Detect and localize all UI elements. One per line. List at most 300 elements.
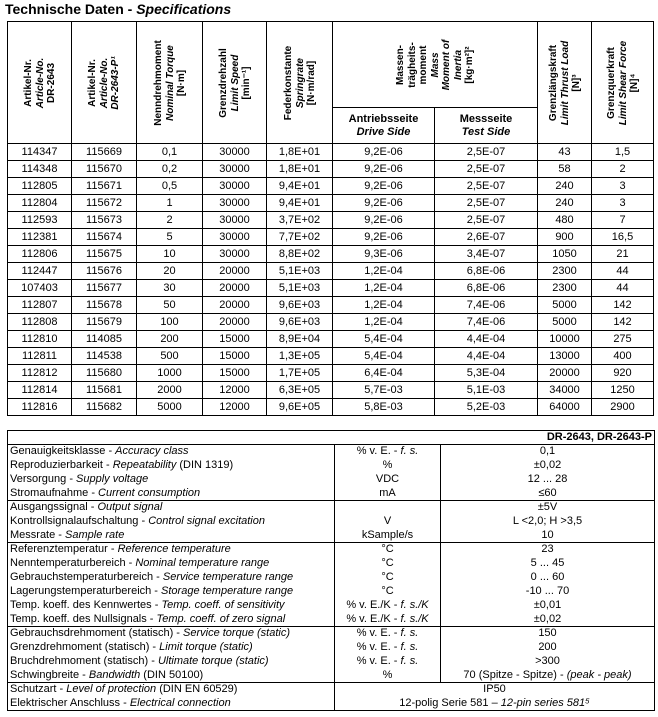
unit-cell xyxy=(335,641,441,655)
unit-text: °C xyxy=(381,571,394,583)
spec-cell: 34000 xyxy=(538,382,592,399)
value-cell xyxy=(441,557,655,571)
value-text: 0 ... 60 xyxy=(530,571,565,583)
spec-table-row xyxy=(8,229,654,246)
value-cell xyxy=(441,487,655,501)
parameter-label xyxy=(8,655,335,669)
label-en: Nominal temperature range xyxy=(135,557,270,569)
value-text: L <2,0; H >3,5 xyxy=(512,515,583,527)
spec-cell: 2900 xyxy=(592,399,654,416)
spec-cell: 7 xyxy=(592,212,654,229)
unit-text: °C xyxy=(381,543,394,556)
general-row-control-signal-excitation xyxy=(8,515,655,529)
spec-cell: 2,5E-07 xyxy=(435,212,538,229)
spec-cell: 20000 xyxy=(203,297,267,314)
value-cell xyxy=(441,515,655,529)
general-row-sample-rate xyxy=(8,529,655,543)
spec-cell: 112812 xyxy=(8,365,72,382)
label-en: Output signal xyxy=(97,501,163,514)
label-en: Accuracy class xyxy=(115,445,189,458)
spec-cell: 115676 xyxy=(72,263,137,280)
spec-cell: 1,8E+01 xyxy=(267,161,333,178)
spec-cell: 9,2E-06 xyxy=(333,144,435,161)
spec-cell: 9,6E+03 xyxy=(267,314,333,331)
spec-cell: 8,9E+04 xyxy=(267,331,333,348)
general-row-nominal-temperature-range xyxy=(8,557,655,571)
spec-cell: 112810 xyxy=(8,331,72,348)
header-line: Massen- xyxy=(394,44,406,85)
spec-cell: 5000 xyxy=(538,297,592,314)
general-row-limit-torque-static xyxy=(8,641,655,655)
unit-text: % v. E. - xyxy=(356,627,401,640)
spec-table-row xyxy=(8,178,654,195)
spec-cell: 900 xyxy=(538,229,592,246)
spec-cell: 9,4E+01 xyxy=(267,178,333,195)
spec-cell: 1,2E-04 xyxy=(333,297,435,314)
label-de: Schutzart - xyxy=(10,683,67,696)
spec-cell: 400 xyxy=(592,348,654,365)
spec-cell: 1,2E-04 xyxy=(333,314,435,331)
specifications-table xyxy=(7,21,654,416)
unit-text: kSample/s xyxy=(361,528,414,541)
spec-cell: 50 xyxy=(137,297,203,314)
spec-cell: 114348 xyxy=(8,161,72,178)
value-text: ±5V xyxy=(537,501,558,514)
header-line: Limit Thrust Load xyxy=(558,40,570,125)
spec-cell: 5,4E-04 xyxy=(333,331,435,348)
spec-table-row xyxy=(8,161,654,178)
spec-cell: 9,6E+03 xyxy=(267,297,333,314)
header-line: DR-2643 xyxy=(45,62,57,103)
header-line: Artikel-Nr. xyxy=(22,58,34,107)
unit-text: % v. E. - xyxy=(356,445,401,458)
spec-cell: 107403 xyxy=(8,280,72,297)
value-text: 5 ... 45 xyxy=(530,557,565,569)
value-cell xyxy=(441,445,655,459)
spec-cell: 112814 xyxy=(8,382,72,399)
spec-cell: 6,8E-06 xyxy=(435,280,538,297)
value-cell xyxy=(441,501,655,515)
value-cell xyxy=(441,585,655,599)
label-de: Versorgung - xyxy=(10,473,77,485)
value-cell xyxy=(441,459,655,473)
label-en: Storage temperature range xyxy=(161,585,294,597)
spec-cell: 100 xyxy=(137,314,203,331)
spec-cell: 112593 xyxy=(8,212,72,229)
spec-cell: 115673 xyxy=(72,212,137,229)
spec-table-row xyxy=(8,246,654,263)
spec-cell: 20000 xyxy=(203,263,267,280)
general-row-reference-temperature xyxy=(8,543,655,557)
subheader-de: Antriebsseite xyxy=(348,112,419,125)
label-de: Temp. koeff. des Kennwertes - xyxy=(10,599,162,611)
label-de: Referenztemperatur - xyxy=(10,543,118,556)
header-line: [N]⁴ xyxy=(628,73,640,92)
label-en: Ultimate torque (static) xyxy=(157,655,269,667)
spec-col-header-nominal-torque xyxy=(137,22,203,144)
spec-cell: 114085 xyxy=(72,331,137,348)
label-de: Messrate - xyxy=(10,528,66,541)
spec-table-row xyxy=(8,314,654,331)
value-cell xyxy=(441,641,655,655)
general-row-storage-temperature-range xyxy=(8,585,655,599)
spec-table-row xyxy=(8,297,654,314)
spec-cell: 3,7E+02 xyxy=(267,212,333,229)
rotated-header-text xyxy=(87,56,122,109)
label-de: Temp. koeff. des Nullsignals - xyxy=(10,612,157,625)
label-de: Ausgangssignal - xyxy=(10,501,98,514)
unit-italic: f. s./K xyxy=(400,599,429,611)
general-row-electrical-connection xyxy=(8,697,655,711)
spec-cell: 2,6E-07 xyxy=(435,229,538,246)
unit-text: % xyxy=(382,668,393,681)
label-suffix: (DIN 1319) xyxy=(176,459,234,471)
spec-cell: 15000 xyxy=(203,365,267,382)
spec-cell: 8,8E+02 xyxy=(267,246,333,263)
general-header-cell: DR-2643, DR-2643-P xyxy=(8,431,655,445)
value-cell xyxy=(441,669,655,683)
unit-cell xyxy=(335,655,441,669)
spec-cell: 0,1 xyxy=(137,144,203,161)
spec-cell: 114347 xyxy=(8,144,72,161)
header-line: [N]³ xyxy=(570,73,582,92)
unit-cell xyxy=(335,487,441,501)
value-italic: 12-pin series 581⁵ xyxy=(500,696,590,709)
spec-cell: 5,2E-03 xyxy=(435,399,538,416)
spec-cell: 44 xyxy=(592,263,654,280)
spec-cell: 115677 xyxy=(72,280,137,297)
value-text: ±0,01 xyxy=(533,599,562,611)
unit-italic: f. s. xyxy=(400,445,419,458)
spec-cell: 500 xyxy=(137,348,203,365)
general-row-temp-coeff-of-zero-signal xyxy=(8,613,655,627)
general-row-service-torque-static xyxy=(8,627,655,641)
header-line: [N·m/rad] xyxy=(305,60,317,105)
spec-cell: 64000 xyxy=(538,399,592,416)
label-en: Service torque (static) xyxy=(183,627,290,640)
general-row-ultimate-torque-static xyxy=(8,655,655,669)
general-row-temp-coeff-of-sensitivity xyxy=(8,599,655,613)
spec-cell: 7,4E-06 xyxy=(435,297,538,314)
rotated-header-text xyxy=(152,40,187,126)
unit-text: % v. E. - xyxy=(356,641,401,653)
spec-cell: 480 xyxy=(538,212,592,229)
parameter-label xyxy=(8,627,335,641)
value-text: ±0,02 xyxy=(533,459,562,471)
value-cell xyxy=(441,627,655,641)
spec-header-row-1 xyxy=(8,22,654,108)
rotated-header-text xyxy=(282,45,317,119)
spec-table-row xyxy=(8,195,654,212)
spec-cell: 6,8E-06 xyxy=(435,263,538,280)
header-line: [min⁻¹] xyxy=(240,65,252,100)
spec-cell: 30000 xyxy=(203,144,267,161)
value-cell xyxy=(441,529,655,543)
label-en: Temp. coeff. of zero signal xyxy=(156,612,286,625)
rotated-header-text xyxy=(605,40,640,124)
spec-cell: 9,3E-06 xyxy=(333,246,435,263)
value-text: -10 ... 70 xyxy=(525,585,570,597)
spec-table-head xyxy=(8,22,654,144)
value-text: 12-polig Serie 581 – xyxy=(399,696,501,709)
spec-cell: 1050 xyxy=(538,246,592,263)
value-cell xyxy=(441,655,655,669)
spec-cell: 9,2E-06 xyxy=(333,161,435,178)
value-cell xyxy=(441,473,655,487)
parameter-label xyxy=(8,697,335,711)
header-line: Limit Shear Force xyxy=(616,40,628,125)
unit-cell xyxy=(335,613,441,627)
spec-cell: 21 xyxy=(592,246,654,263)
spec-cell: 20000 xyxy=(538,365,592,382)
unit-cell xyxy=(335,445,441,459)
spec-cell: 112805 xyxy=(8,178,72,195)
header-line: Grenzlängskraft xyxy=(547,44,559,121)
spec-cell: 2300 xyxy=(538,280,592,297)
spec-cell: 30000 xyxy=(203,178,267,195)
spec-col-header-limit-speed xyxy=(203,22,267,144)
spec-col-header-article-no-dr-2643 xyxy=(8,22,72,144)
parameter-label xyxy=(8,487,335,501)
spec-cell: 7,7E+02 xyxy=(267,229,333,246)
header-line: Article-No. xyxy=(33,57,45,108)
spec-table-body xyxy=(8,144,654,416)
spec-cell: 115670 xyxy=(72,161,137,178)
spec-cell: 9,2E-06 xyxy=(333,178,435,195)
spec-cell: 112447 xyxy=(8,263,72,280)
spec-cell: 115681 xyxy=(72,382,137,399)
spec-cell: 58 xyxy=(538,161,592,178)
spec-table-row xyxy=(8,212,654,229)
value-text: 12 ... 28 xyxy=(527,473,568,485)
label-de: Nenntemperaturbereich - xyxy=(10,557,136,569)
parameter-label xyxy=(8,571,335,585)
spec-cell: 10000 xyxy=(538,331,592,348)
spec-cell: 5,3E-04 xyxy=(435,365,538,382)
unit-text: VDC xyxy=(375,473,400,485)
value-cell xyxy=(335,697,655,711)
spec-cell: 5,1E+03 xyxy=(267,263,333,280)
header-line: Artikel-Nr. xyxy=(86,58,98,107)
unit-cell xyxy=(335,599,441,613)
unit-cell xyxy=(335,473,441,487)
spec-cell: 1,5 xyxy=(592,144,654,161)
label-de: Schwingbreite - xyxy=(10,668,89,681)
spec-col-header-mass-moment-of-inertia xyxy=(333,22,538,108)
header-line: Article-No. xyxy=(98,57,110,108)
spec-cell: 920 xyxy=(592,365,654,382)
header-line: trägheits- xyxy=(406,41,418,88)
label-suffix: (DIN EN 60529) xyxy=(156,683,238,696)
spec-cell: 275 xyxy=(592,331,654,348)
label-de: Reproduzierbarkeit - xyxy=(10,459,113,471)
spec-cell: 5,8E-03 xyxy=(333,399,435,416)
subheader-en: Test Side xyxy=(461,125,511,138)
general-row-output-signal xyxy=(8,501,655,515)
spec-table-row xyxy=(8,382,654,399)
parameter-label xyxy=(8,515,335,529)
spec-cell: 20000 xyxy=(203,314,267,331)
spec-cell: 5,4E-04 xyxy=(333,348,435,365)
rotated-header-text xyxy=(217,48,252,117)
label-en: Service temperature range xyxy=(162,571,294,583)
spec-table-row xyxy=(8,399,654,416)
unit-text: % xyxy=(382,459,393,471)
general-row-accuracy-class xyxy=(8,445,655,459)
spec-cell: 43 xyxy=(538,144,592,161)
header-line: Federkonstante xyxy=(282,45,294,120)
parameter-label xyxy=(8,641,335,655)
rotated-header-text xyxy=(547,40,582,124)
parameter-label xyxy=(8,613,335,627)
spec-cell: 9,2E-06 xyxy=(333,229,435,246)
general-table-body xyxy=(8,431,655,711)
unit-cell xyxy=(335,459,441,473)
header-line: moment xyxy=(417,45,429,84)
unit-cell xyxy=(335,557,441,571)
spec-col-header-limit-shear-force xyxy=(592,22,654,144)
spec-cell: 9,2E-06 xyxy=(333,195,435,212)
spec-cell: 142 xyxy=(592,314,654,331)
spec-cell: 0,2 xyxy=(137,161,203,178)
spec-cell: 12000 xyxy=(203,382,267,399)
unit-cell xyxy=(335,669,441,683)
unit-italic: f. s. xyxy=(400,641,419,653)
spec-cell: 2 xyxy=(137,212,203,229)
spec-table-row xyxy=(8,365,654,382)
spec-cell: 9,6E+05 xyxy=(267,399,333,416)
spec-table-row xyxy=(8,280,654,297)
spec-table-row xyxy=(8,331,654,348)
label-de: Grenzdrehmoment (statisch) - xyxy=(10,641,160,653)
unit-cell xyxy=(335,515,441,529)
label-en: Sample rate xyxy=(65,528,125,541)
parameter-label xyxy=(8,501,335,515)
value-text: 10 xyxy=(541,528,554,541)
label-en: Level of protection xyxy=(66,683,157,696)
label-de: Stromaufnahme - xyxy=(10,486,99,499)
label-de: Gebrauchsdrehmoment (statisch) - xyxy=(10,627,184,640)
spec-cell: 1,2E-04 xyxy=(333,280,435,297)
spec-cell: 6,3E+05 xyxy=(267,382,333,399)
spec-cell: 30000 xyxy=(203,212,267,229)
spec-cell: 7,4E-06 xyxy=(435,314,538,331)
spec-cell: 9,2E-06 xyxy=(333,212,435,229)
label-de: Gebrauchstemperaturbereich - xyxy=(10,571,163,583)
value-text: 70 (Spitze - Spitze) - xyxy=(463,668,567,681)
value-text: ±0,02 xyxy=(533,612,562,625)
unit-cell xyxy=(335,571,441,585)
label-en: Repeatability xyxy=(112,459,177,471)
rotated-header-text xyxy=(22,57,57,108)
label-de: Kontrollsignalaufschaltung - xyxy=(10,515,149,527)
unit-text: % v. E./K - xyxy=(346,612,401,625)
label-suffix: (DIN 50100) xyxy=(140,668,204,681)
label-en: Reference temperature xyxy=(117,543,231,556)
unit-text: mA xyxy=(379,486,396,499)
spec-cell: 1,2E-04 xyxy=(333,263,435,280)
header-line: Grenzdrehzahl xyxy=(217,47,229,118)
spec-cell: 5,7E-03 xyxy=(333,382,435,399)
spec-cell: 1,8E+01 xyxy=(267,144,333,161)
header-line: [N·m] xyxy=(175,69,187,96)
parameter-label xyxy=(8,473,335,487)
header-line: Nominal Torque xyxy=(163,44,175,121)
spec-cell: 112381 xyxy=(8,229,72,246)
label-en: Limit torque (static) xyxy=(159,641,253,653)
spec-cell: 2000 xyxy=(137,382,203,399)
spec-cell: 1 xyxy=(137,195,203,212)
spec-cell: 30000 xyxy=(203,161,267,178)
spec-cell: 5,1E+03 xyxy=(267,280,333,297)
header-line: Grenzquerkraft xyxy=(605,46,617,119)
spec-col-header-limit-thrust-load xyxy=(538,22,592,144)
spec-cell: 15000 xyxy=(203,348,267,365)
general-row-service-temperature-range xyxy=(8,571,655,585)
spec-cell: 115675 xyxy=(72,246,137,263)
spec-cell: 30000 xyxy=(203,195,267,212)
spec-cell: 1,3E+05 xyxy=(267,348,333,365)
spec-cell: 0,5 xyxy=(137,178,203,195)
value-cell xyxy=(441,571,655,585)
spec-subheader-test-side xyxy=(435,108,538,144)
page-title-de: Technische Daten - xyxy=(5,1,137,17)
parameter-label xyxy=(8,669,335,683)
unit-cell xyxy=(335,585,441,599)
spec-cell: 5000 xyxy=(538,314,592,331)
spec-cell: 3 xyxy=(592,195,654,212)
spec-cell: 15000 xyxy=(203,331,267,348)
spec-cell: 112806 xyxy=(8,246,72,263)
parameter-label xyxy=(8,557,335,571)
spec-cell: 44 xyxy=(592,280,654,297)
general-row-repeatability xyxy=(8,459,655,473)
value-text: 23 xyxy=(541,543,554,556)
general-row-supply-voltage xyxy=(8,473,655,487)
spec-cell: 3 xyxy=(592,178,654,195)
spec-cell: 6,4E-04 xyxy=(333,365,435,382)
spec-cell: 115674 xyxy=(72,229,137,246)
value-text: 200 xyxy=(538,641,557,653)
spec-cell: 115679 xyxy=(72,314,137,331)
spec-cell: 112808 xyxy=(8,314,72,331)
unit-cell xyxy=(335,627,441,641)
spec-cell: 240 xyxy=(538,178,592,195)
spec-cell: 200 xyxy=(137,331,203,348)
header-line: Mass xyxy=(429,51,441,78)
value-italic: (peak - peak) xyxy=(566,668,632,681)
spec-cell: 4,4E-04 xyxy=(435,331,538,348)
spec-cell: 30000 xyxy=(203,229,267,246)
label-de: Elektrischer Anschluss - xyxy=(10,696,130,709)
rotated-header-text xyxy=(395,39,476,90)
label-en: Control signal excitation xyxy=(148,515,265,527)
spec-cell: 112807 xyxy=(8,297,72,314)
spec-cell: 115669 xyxy=(72,144,137,161)
spec-cell: 9,4E+01 xyxy=(267,195,333,212)
spec-cell: 2,5E-07 xyxy=(435,178,538,195)
unit-italic: f. s./K xyxy=(400,612,429,625)
general-row-bandwidth xyxy=(8,669,655,683)
spec-cell: 2 xyxy=(592,161,654,178)
label-en: Bandwidth xyxy=(88,668,141,681)
unit-text: °C xyxy=(381,557,394,569)
spec-cell: 112811 xyxy=(8,348,72,365)
header-line: Springrate xyxy=(293,57,305,108)
label-en: Current consumption xyxy=(98,486,201,499)
header-line: [kg·m²]² xyxy=(463,45,475,84)
spec-cell: 115672 xyxy=(72,195,137,212)
